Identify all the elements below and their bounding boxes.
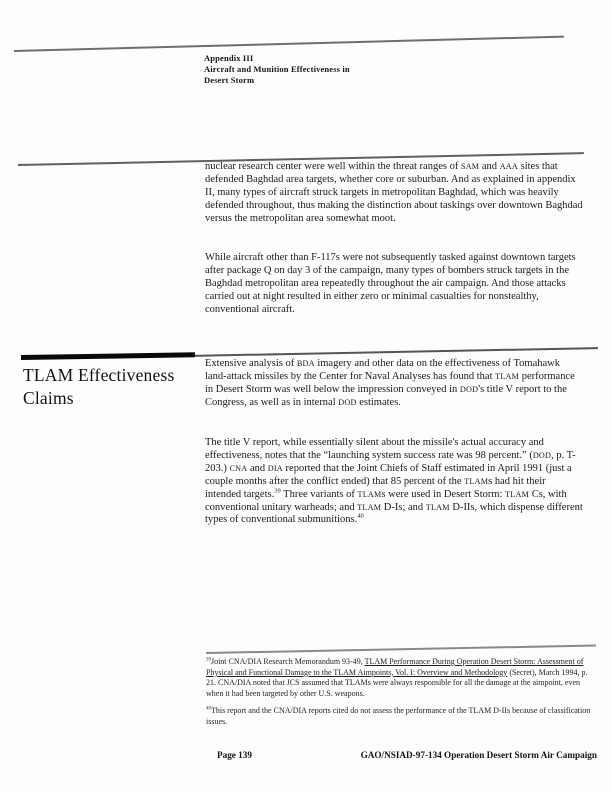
- body-paragraph-4: The title V report, while essentially silent about the missile's actual accuracy and effectiveness, notes that the “launching system success rate was 98 percent.” (DOD, p. T-203.) CNA and DIA reported that the Joint Chiefs of Staff estimated in April 1991 (just a couple months after the conflict ended) that 85 percent of the TLAMs had hit their intended targets.$^{39}$ Three variants of TLAMs were used in Desert Storm: TLAM Cs, with conventional unitary warheads; and TLAM D-Is; and TLAM D-IIs, which dispense different types of conventional submunitions.$^{40}$: [205, 437, 583, 526]
- body-paragraph-3: Extensive analysis of BDA imagery and other data on the effectiveness of Tomahawk land-attack missiles by the Center for Naval Analyses has found that TLAM performance in Desert Storm was well below the impression conveyed in DOD's title V report to the Congress, as well as in internal DOD estimates.: [205, 358, 575, 408]
- section-divider-bar: [21, 352, 195, 359]
- footnote-40: $^{40}$This report and the CNA/DIA reports cited do not assess the performance of the TLAM D-IIs because of classification issues.: [206, 706, 591, 726]
- appendix-label: Appendix III: [204, 53, 254, 63]
- page-footer: [217, 750, 597, 760]
- section-divider-rule: [186, 347, 598, 357]
- page-number-label: Page 139: [217, 750, 252, 760]
- appendix-title-line2: Desert Storm: [204, 74, 255, 85]
- page-header: [204, 53, 350, 85]
- section-heading-line1: TLAM Effectiveness: [23, 365, 175, 385]
- section-heading: [23, 364, 201, 409]
- report-number-label: GAO/NSIAD-97-134 Operation Desert Storm Air Campaign: [360, 750, 597, 760]
- footnote-separator-rule: [206, 645, 596, 654]
- body-paragraph-1: nuclear research center were well within the threat ranges of SAM and AAA sites that defended Baghdad area targets, whether core or suburban. And as explained in appendix II, many types of aircraft struck targets in metropolitan Baghdad, which was heavily defended throughout, thus making the distinction about taskings over downtown Baghdad versus the metropolitan area somewhat moot.: [205, 161, 583, 224]
- section-heading-line2: Claims: [23, 387, 74, 408]
- body-paragraph-2: While aircraft other than F-117s were not subsequently tasked against downtown targets after package Q on day 3 of the campaign, many types of bombers struck targets in the Baghdad metropolitan area repeatedly throughout the air campaign. And those attacks carried out at night resulted in either zero or minimal casualties for nonstealthy, conventional aircraft.: [205, 252, 576, 315]
- header-top-rule: [14, 36, 564, 52]
- appendix-title-line1: Aircraft and Munition Effectiveness in: [204, 63, 350, 74]
- footnote-39: $^{39}$Joint CNA/DIA Research Memorandum 93-49, TLAM Performance During Operation Desert Storm: Assessment of Physical and Functional Damage to the TLAM Aimpoints, Vol. I: Overview and Methodology (Secret), March 1994, p. 21. CNA/DIA noted that JCS assumed that TLAMs were always responsible for all the damage at the aimpoint, even when it had been targeted by other U.S. weapons.: [206, 657, 588, 699]
